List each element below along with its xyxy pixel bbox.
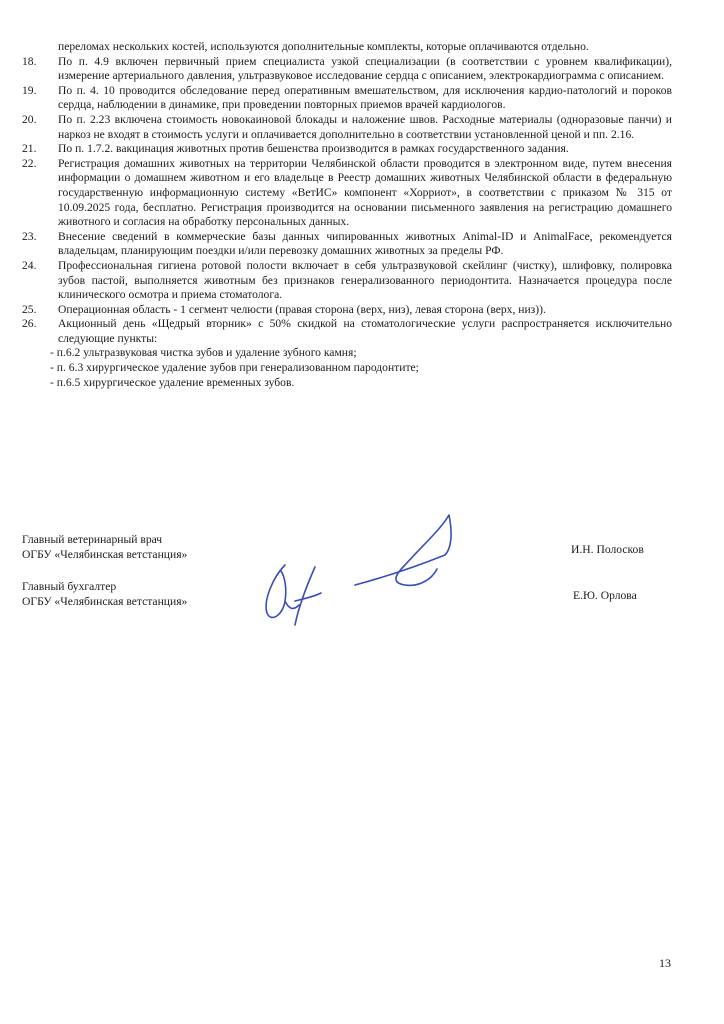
- note-number: 23.: [22, 229, 37, 243]
- note-number: 24.: [22, 258, 37, 272]
- note-text: По п. 4. 10 проводится обследование перед оперативным вмешательством, для исключения кардио-патологий и пороков сердца, наблюдении в динамике, при проведении повторных приемов врачей кардиологов.: [58, 83, 672, 112]
- note-number: 19.: [22, 83, 37, 97]
- note-text: Операционная область - 1 сегмент челюсти (правая сторона (верх, низ), левая сторона (верх, низ)).: [58, 302, 546, 316]
- note-text: По п. 4.9 включен первичный прием специалиста узкой специализации (в соответствии с уровнем квалификации), измерение артериального давления, ультразвуковое исследование сердца с описанием, электрокардиограмма с описанием.: [58, 54, 672, 83]
- chief-vet-name: И.Н. Полосков: [571, 543, 644, 556]
- note-item-21: [22, 142, 672, 157]
- signature-strokes: [266, 515, 451, 625]
- bullet-list: [22, 346, 672, 390]
- signature-vet-mark: [355, 515, 451, 585]
- page-number: 13: [659, 956, 671, 970]
- note-item-22: [22, 157, 672, 230]
- note-text: Регистрация домашних животных на территории Челябинской области проводится в электронном виде, путем внесения информации о домашнем животном и его владельце в Реестр домашних животных Челябинской области в федеральную государственную информационную систему «ВетИС» компонент «Хорриот», в соответствии с приказом № 315 от 10.09.2025 года, бесплатно. Регистрация производится на основании письменного заявления на регистрацию домашнего животного и согласия на обработку персональных данных.: [58, 156, 672, 229]
- note-number: 21.: [22, 142, 37, 156]
- chief-vet-title: Главный ветеринарный врач: [22, 533, 163, 546]
- note-text: По п. 1.7.2. вакцинация животных против бешенства производится в рамках государственного задания.: [58, 142, 569, 156]
- handwritten-signatures: [255, 505, 465, 645]
- note-number: 20.: [22, 112, 37, 126]
- chief-accountant-org: ОГБУ «Челябинская ветстанция»: [22, 594, 188, 608]
- notes-list: [22, 40, 672, 390]
- note-item-18: [22, 55, 672, 84]
- note-item-20: [22, 113, 672, 142]
- item-17-continuation: переломах нескольких костей, используются дополнительные комплекты, которые оплачиваются отдельно.: [58, 40, 589, 53]
- note-text: Акционный день «Щедрый вторник» с 50% скидкой на стоматологические услуги распространяется исключительно следующие пункты:: [58, 317, 672, 345]
- chief-accountant-signature-block: [22, 580, 187, 609]
- chief-accountant-name: Е.Ю. Орлова: [573, 589, 637, 602]
- note-number: 22.: [22, 156, 37, 170]
- chief-accountant-title: Главный бухгалтер: [22, 580, 117, 593]
- note-number: 26.: [22, 317, 37, 331]
- note-item-26: [22, 317, 672, 346]
- note-number: 18.: [22, 54, 37, 68]
- bullet-item: - п. 6.3 хирургическое удаление зубов при генерализованном пародонтите;: [50, 361, 419, 375]
- note-item-19: [22, 84, 672, 113]
- note-text: По п. 2.23 включена стоимость новокаиновой блокады и наложение швов. Расходные материалы (одноразовые панчи) и наркоз не входят в стоимость услуги и оплачивается дополнительно в соответствии установленной ценой и пп. 2.16.: [58, 112, 672, 141]
- bullet-item: - п.6.5 хирургическое удаление временных зубов.: [50, 375, 295, 389]
- chief-vet-signature-block: [22, 533, 187, 562]
- bullet-item: - п.6.2 ультразвуковая чистка зубов и удаление зубного камня;: [50, 346, 357, 360]
- note-text: Внесение сведений в коммерческие базы данных чипированных животных Animal-ID и AnimalFace, рекомендуется владельцам, планирующим поездки и/или перевозку домашних животных за пределы РФ.: [58, 229, 672, 258]
- note-number: 25.: [22, 302, 37, 316]
- note-item-23: [22, 230, 672, 259]
- note-item-25: [22, 303, 672, 318]
- chief-vet-org: ОГБУ «Челябинская ветстанция»: [22, 547, 188, 561]
- note-text: Профессиональная гигиена ротовой полости включает в себя ультразвуковой скейлинг (чистку), шлифовку, полировка зубов пастой, выполняется животным без признаков генерализованного периодонтита. Назначается процедура после клинического осмотра и приема стоматолога.: [58, 258, 672, 302]
- signature-accountant-mark: [266, 565, 321, 625]
- note-item-24: [22, 259, 672, 303]
